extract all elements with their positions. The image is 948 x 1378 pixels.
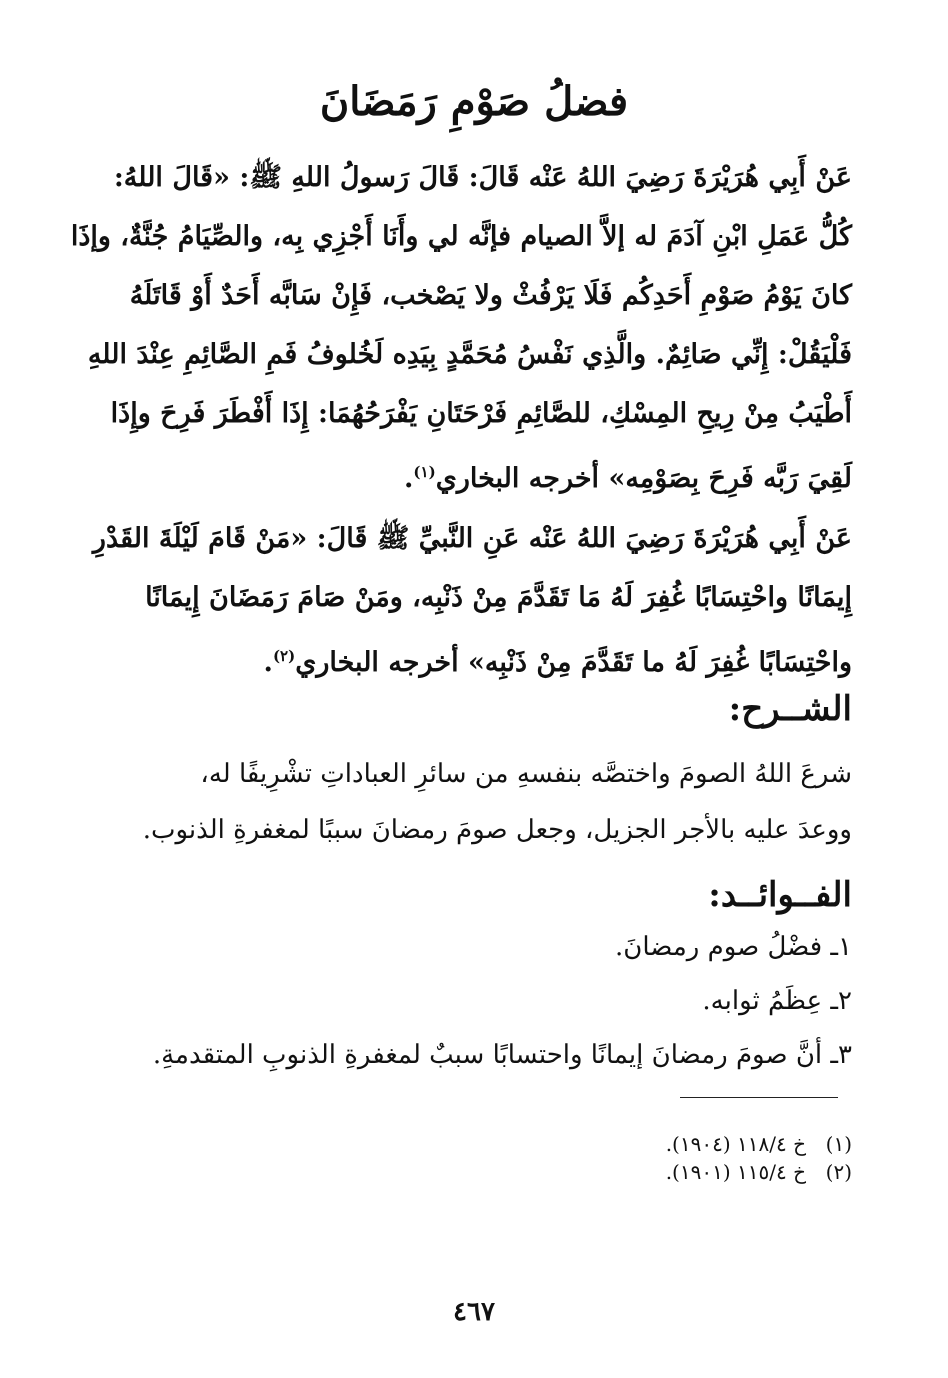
footnotes	[352, 1130, 852, 1186]
benefit-item: ٣ـ أنَّ صومَ رمضانَ إيمانًا واحتسابًا سببٌ لمغفرةِ الذنوبِ المتقدمةِ.	[152, 1040, 852, 1070]
page-title: فضلُ صَوْمِ رَمَضَانَ	[319, 78, 629, 125]
sharh-text	[100, 746, 852, 858]
benefit-item: ٢ـ عِظَمُ ثوابه.	[702, 986, 852, 1016]
hadith-2	[92, 509, 852, 692]
hadith-2-end: .	[263, 647, 273, 678]
footnote-item	[352, 1130, 852, 1158]
hadith-1-line: أَطْيَبُ مِنْ رِيحِ المِسْكِ، للصَّائِمِ فَرْحَتَانِ يَفْرَحُهُمَا: إِذَا أَفْطَرَ فَرِحَ وإِذَا	[110, 398, 852, 429]
hadith-2-last-text: واحْتِسَابًا غُفِرَ لَهُ ما تَقَدَّمَ مِنْ ذَنْبِه» أخرجه البخاري	[295, 647, 852, 678]
hadith-1-last-text: لَقِيَ رَبَّه فَرِحَ بِصَوْمِه» أخرجه البخاري	[435, 463, 852, 494]
hadith-2-line: إِيمَانًا واحْتِسَابًا غُفِرَ لَهُ مَا تَقَدَّمَ مِنْ ذَنْبِه، ومَنْ صَامَ رَمَضَانَ إِيمَانًا	[145, 582, 852, 613]
hadith-2-line: عَنْ أَبِي هُرَيْرَةَ رَضِيَ اللهُ عَنْه عَنِ النَّبيِّ ﷺ قَالَ: «مَنْ قَامَ لَيْلَةَ القَدْرِ	[92, 523, 852, 554]
hadith-1-line: كُلُّ عَمَلِ ابْنِ آدَمَ له إلاَّ الصيام فإنَّه لي وأَنَا أَجْزِي بِه، والصِّيَامُ جُنَّةٌ، وإذَا	[70, 221, 852, 252]
sharh-line: شرعَ اللهُ الصومَ واختصَّه بنفسهِ من سائرِ العباداتِ تشْرِيفًا له،	[200, 759, 852, 789]
benefit-item: ١ـ فضْلُ صوم رمضانَ.	[615, 932, 852, 962]
hadith-1-line: فَلْيَقُلْ: إِنِّي صَائِمٌ. والَّذِي نَفْسُ مُحَمَّدٍ بِيَدِه لَخُلوفُ فَمِ الصَّائِمِ عِنْدَ اللهِ	[87, 339, 852, 370]
footnote-text: خ ١١٨/٤ (١٩٠٤).	[665, 1132, 806, 1156]
hadith-1-last-line	[100, 443, 852, 508]
benefits-list	[152, 920, 852, 1082]
page-number: ٤٦٧	[453, 1297, 495, 1327]
sharh-heading: الشــرح:	[728, 689, 852, 729]
sharh-line: ووعدَ عليه بالأجر الجزيل، وجعل صومَ رمضانَ سببًا لمغفرةِ الذنوب.	[142, 815, 852, 845]
footnote-ref-1: (١)	[413, 463, 436, 481]
hadith-1	[70, 148, 852, 508]
footnote-item	[352, 1158, 852, 1186]
footnote-ref-2: (٢)	[272, 647, 296, 665]
hadith-1-line: عَنْ أَبِي هُرَيْرَةَ رَضِيَ اللهُ عَنْه قَالَ: قَالَ رَسولُ اللهِ ﷺ: «قَالَ اللهُ:	[113, 162, 852, 193]
footnote-number: (١)	[825, 1132, 852, 1156]
footnote-separator	[680, 1097, 838, 1098]
footnote-number: (٢)	[825, 1160, 852, 1184]
fawaid-heading: الفــوائــد:	[708, 875, 852, 915]
hadith-1-end: .	[404, 463, 414, 494]
footnote-text: خ ١١٥/٤ (١٩٠١).	[665, 1160, 806, 1184]
hadith-1-line: كانَ يَوْمُ صَوْمِ أَحَدِكُم فَلَا يَرْفُثْ ولا يَصْخب، فَإِنْ سَابَّه أَحَدٌ أَوْ قَاتَلَهُ	[129, 280, 852, 311]
